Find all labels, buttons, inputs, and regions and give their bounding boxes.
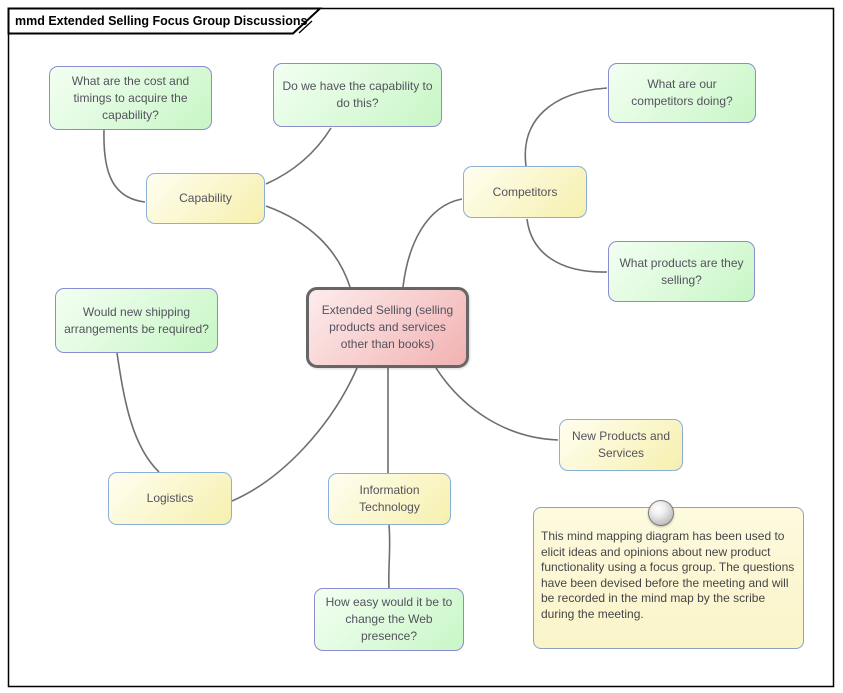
- node-logistics[interactable]: [108, 472, 232, 525]
- connector-capability-to-q-have-capability[interactable]: [266, 128, 331, 184]
- note-box[interactable]: [533, 507, 804, 649]
- node-label: How easy would it be to change the Web presence?: [325, 595, 453, 643]
- pin-ball-icon: [648, 500, 674, 526]
- node-competitors[interactable]: [463, 166, 587, 218]
- node-q-products-selling[interactable]: [608, 241, 755, 302]
- node-label: What products are they selling?: [619, 255, 744, 287]
- connector-competitors-to-q-products-selling[interactable]: [527, 219, 607, 272]
- connector-capability-to-central[interactable]: [266, 206, 350, 287]
- note-text: This mind mapping diagram has been used to elicit ideas and opinions about new product functionality using a focus group. The questions have been devised before the meeting and will be recorded in the mind map by the scribe during the meeting.: [541, 529, 795, 621]
- node-label: Do we have the capability to do this?: [282, 79, 433, 110]
- node-q-have-capability[interactable]: [273, 63, 442, 127]
- connector-information-technology-to-q-web-presence[interactable]: [389, 525, 390, 588]
- node-new-products-and-services[interactable]: [559, 419, 683, 471]
- connector-central-to-new-products-and-services[interactable]: [436, 368, 558, 440]
- node-central[interactable]: [306, 287, 469, 368]
- node-q-competitors-doing[interactable]: [608, 63, 756, 123]
- node-label: Information Technology: [359, 483, 420, 514]
- node-label: Would new shipping arrangements be required?: [64, 304, 209, 336]
- node-q-cost-and-timings[interactable]: [49, 66, 212, 130]
- node-label: Capability: [179, 191, 232, 205]
- node-q-shipping-arrangements[interactable]: [55, 288, 218, 353]
- diagram-title: mmd Extended Selling Focus Group Discussions: [15, 14, 308, 28]
- node-label: What are our competitors doing?: [631, 77, 733, 108]
- node-label: Competitors: [492, 184, 558, 199]
- connector-q-cost-and-timings-to-capability[interactable]: [104, 130, 145, 202]
- node-q-web-presence[interactable]: [314, 588, 464, 651]
- node-label: Extended Selling (selling products and services other than books): [321, 303, 454, 351]
- connector-competitors-to-q-competitors-doing[interactable]: [525, 88, 607, 166]
- node-capability[interactable]: [146, 173, 265, 224]
- connector-central-to-competitors[interactable]: [403, 199, 462, 287]
- node-label: Logistics: [146, 491, 194, 505]
- node-information-technology[interactable]: [328, 473, 451, 525]
- node-label: New Products and Services: [571, 429, 671, 460]
- connector-q-shipping-arrangements-to-logistics[interactable]: [117, 353, 159, 472]
- node-label: What are the cost and timings to acquire the capability?: [71, 73, 190, 122]
